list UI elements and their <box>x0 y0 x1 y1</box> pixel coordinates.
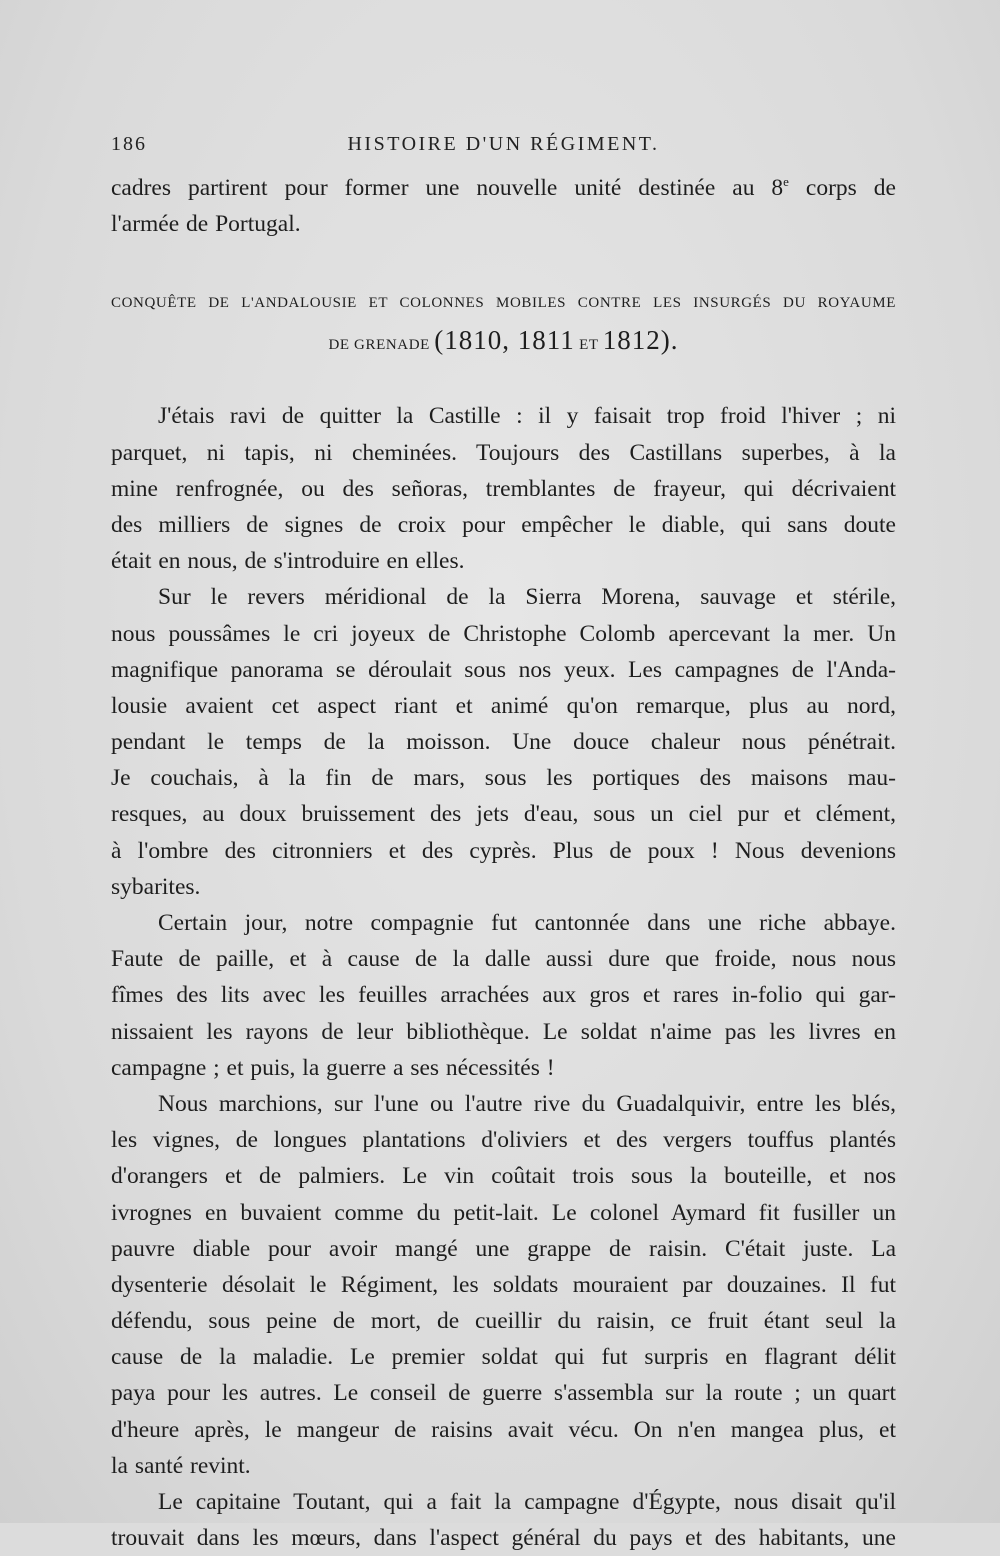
text-line: pendant le temps de la moisson. Une douce chaleur nous pénétrait. <box>111 729 896 756</box>
page-header <box>111 133 896 161</box>
text-line: fîmes des lits avec les feuilles arrachées aux gros et rares in-folio qui gar- <box>111 982 896 1009</box>
text-line: dysenterie désolait le Régiment, les soldats mouraient par douzaines. Il fut <box>111 1271 896 1298</box>
text-line: nous poussâmes le cri joyeux de Christophe Colomb apercevant la mer. Un <box>111 620 896 647</box>
paragraph <box>111 398 896 579</box>
text-line: des milliers de signes de croix pour empêcher le diable, qui sans doute <box>111 511 896 538</box>
running-title: HISTOIRE D'UN RÉGIMENT. <box>347 133 660 155</box>
text-line: Certain jour, notre compagnie fut cantonnée dans une riche abbaye. <box>158 910 896 936</box>
page-number: 186 <box>111 133 147 155</box>
text-block <box>111 170 896 1556</box>
text-line: défendu, sous peine de mort, de cueillir du raisin, ce fruit étant seul la <box>111 1308 896 1335</box>
section-heading-line: CONQUÊTE DE L'ANDALOUSIE ET COLONNES MOBILES CONTRE LES INSURGÉS DU ROYAUME <box>111 295 896 312</box>
text-line: J'étais ravi de quitter la Castille : il y faisait trop froid l'hiver ; ni <box>158 403 896 430</box>
text-line: trouvait dans les mœurs, dans l'aspect général du pays et des habitants, une <box>111 1525 896 1552</box>
text-line: d'orangers et de palmiers. Le vin coûtait trois sous la bouteille, et nos <box>111 1163 896 1190</box>
text-line: paya pour les autres. Le conseil de guerre s'assembla sur la route ; un quart <box>111 1380 896 1407</box>
text-line: Je couchais, à la fin de mars, sous les portiques des maisons mau- <box>111 765 896 792</box>
text-line: sybarites. <box>111 873 201 900</box>
text-line: était en nous, de s'introduire en elles. <box>111 548 465 575</box>
paragraph <box>111 905 896 1086</box>
text-line: magnifique panorama se déroulait sous nos yeux. Les campagnes de l'Anda- <box>111 656 896 683</box>
text-line: ivrognes en buvaient comme du petit-lait. Le colonel Aymard fit fusiller un <box>111 1199 896 1226</box>
text-line: d'heure après, le mangeur de raisins avait vécu. On n'en mangea plus, et <box>111 1416 896 1443</box>
text-line-part: cadres partirent pour former une nouvelle unité destinée au 8 <box>111 175 784 201</box>
text-line: resques, au doux bruissement des jets d'eau, sous un ciel pur et clément, <box>111 801 896 828</box>
text-line: nissaient les rayons de leur bibliothèque. Le soldat n'aime pas les livres en <box>111 1018 896 1045</box>
text-line: campagne ; et puis, la guerre a ses nécessités ! <box>111 1054 555 1081</box>
text-line: Le capitaine Toutant, qui a fait la campagne d'Égypte, nous disait qu'il <box>158 1489 896 1515</box>
paragraph <box>111 1484 896 1556</box>
section-heading <box>111 286 896 360</box>
text-line: à l'ombre des citronniers et des cyprès. Plus de poux ! Nous devenions <box>111 837 896 864</box>
text-line: pauvre diable pour avoir mangé une grappe de raisin. C'était juste. La <box>111 1235 896 1262</box>
text-line: cause de la maladie. Le premier soldat qui fut surpris en flagrant délit <box>111 1344 896 1371</box>
text-line: Nous marchions, sur l'une ou l'autre rive du Guadalquivir, entre les blés, <box>158 1090 896 1117</box>
paragraph <box>111 579 896 905</box>
text-line: mine renfrognée, ou des señoras, tremblantes de frayeur, qui décrivaient <box>111 475 896 502</box>
text-line: les vignes, de longues plantations d'oliviers et des vergers touffus plantés <box>111 1127 896 1154</box>
text-line: lousie avaient cet aspect riant et animé qu'on remarque, plus au nord, <box>111 692 896 719</box>
heading-part: DE GRENADE <box>328 337 430 354</box>
heading-part: (1810, 1811 <box>434 325 575 356</box>
text-line: parquet, ni tapis, ni cheminées. Toujours des Castillans superbes, à la <box>111 439 896 466</box>
text-line-part: corps de <box>788 175 896 201</box>
superscript: e <box>783 174 789 190</box>
text-line: la santé revint. <box>111 1452 251 1479</box>
heading-part: ET <box>579 337 599 354</box>
text-line <box>111 170 896 206</box>
heading-part: 1812). <box>602 325 679 356</box>
text-line: Sur le revers méridional de la Sierra Morena, sauvage et stérile, <box>158 584 896 611</box>
paragraphs <box>111 398 896 1556</box>
text-line: l'armée de Portugal. <box>111 211 301 238</box>
paragraph <box>111 1086 896 1484</box>
section-heading-line <box>111 320 896 360</box>
text-line: Faute de paille, et à cause de la dalle aussi dure que froide, nous nous <box>111 946 896 973</box>
